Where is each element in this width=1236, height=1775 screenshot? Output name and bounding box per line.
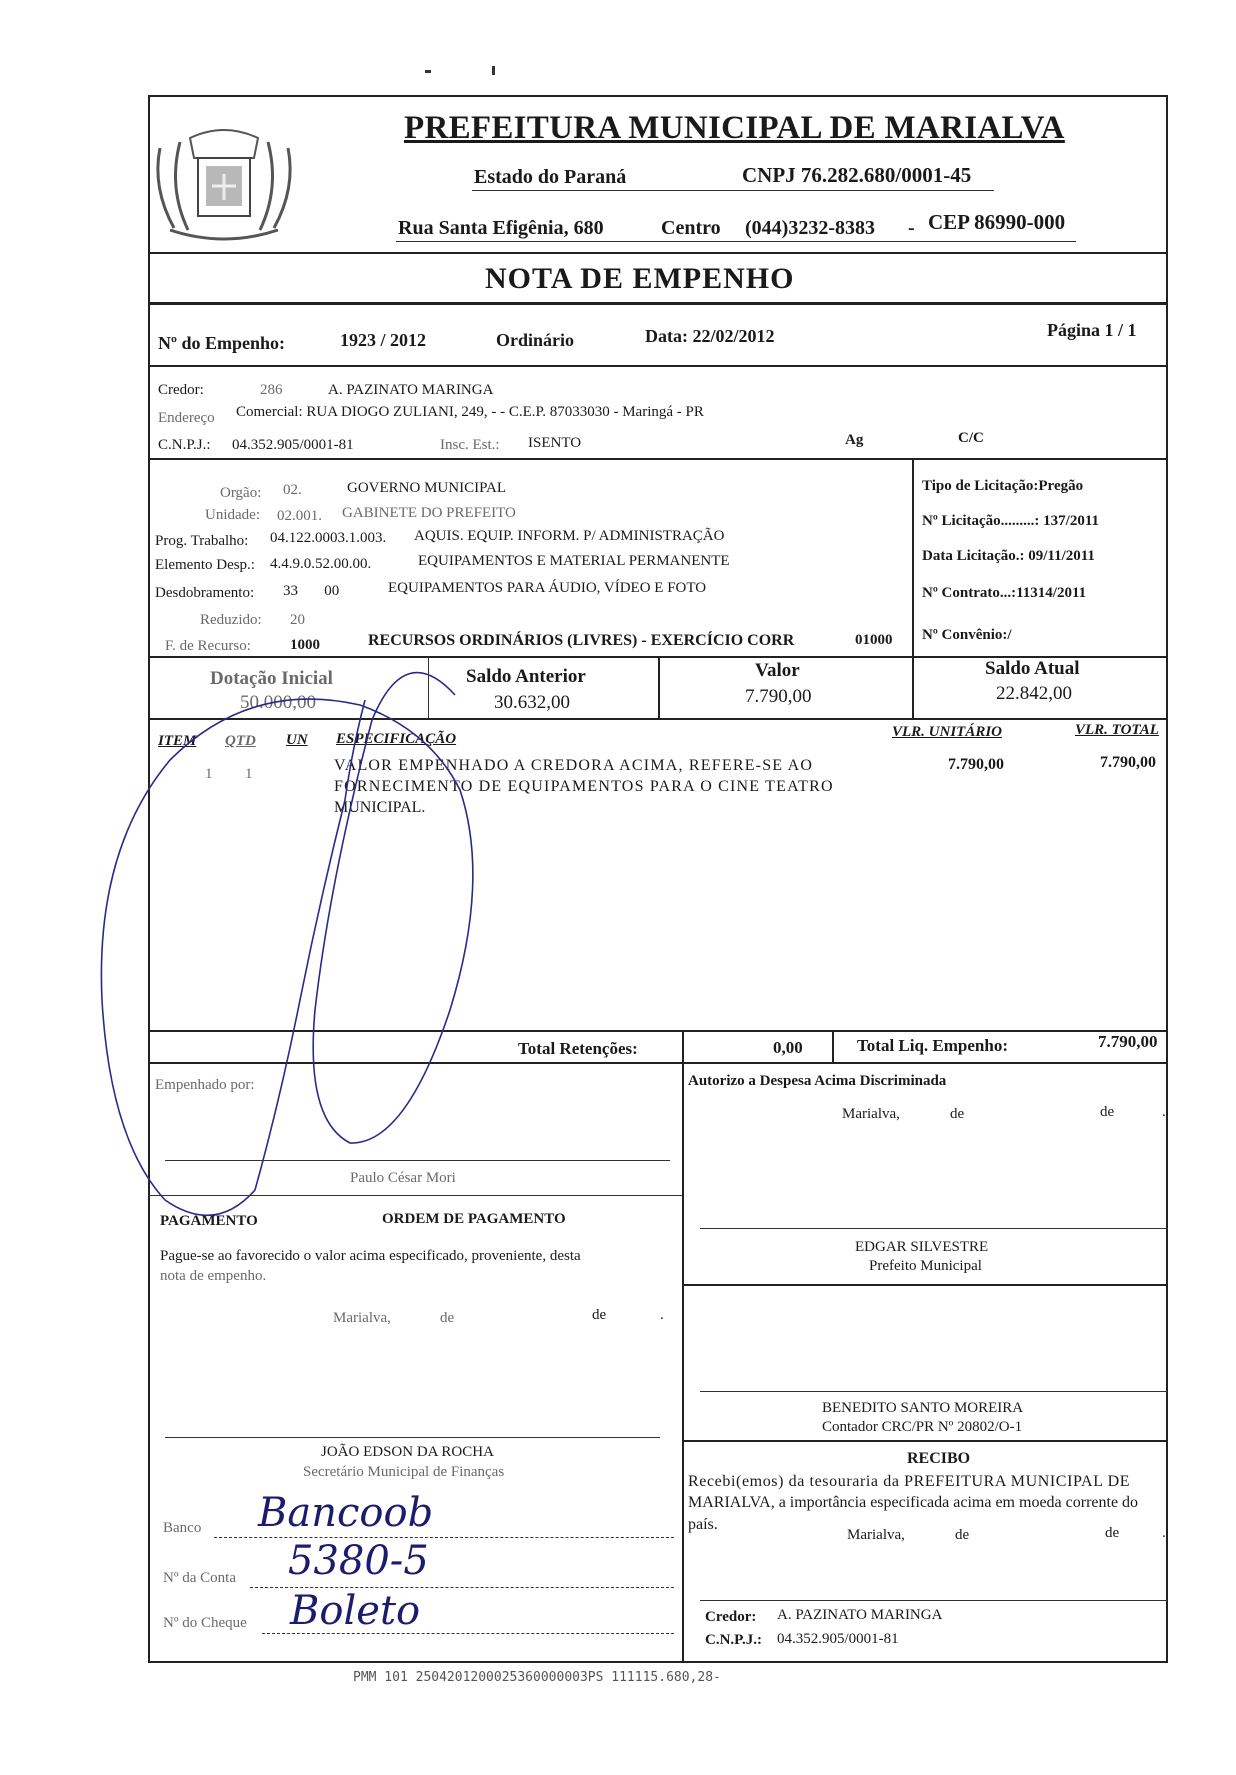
pagamento-marialva: Marialva,: [333, 1310, 391, 1326]
vlr-unitario-header: VLR. UNITÁRIO: [892, 724, 1003, 740]
item-desc-line2: FORNECIMENTO DE EQUIPAMENTOS PARA O CINE TEATRO: [334, 778, 834, 795]
address-separator: -: [908, 217, 915, 239]
orgao-code: 02.: [283, 482, 302, 498]
cnpj-value: 04.352.905/0001-81: [232, 437, 354, 453]
state-name: Estado do Paraná: [474, 166, 627, 188]
vlr-total-header: VLR. TOTAL: [1075, 722, 1159, 738]
empenho-divider: [148, 365, 1168, 367]
cheque-label: Nº do Cheque: [163, 1615, 247, 1631]
pague-line2: nota de empenho.: [160, 1268, 267, 1284]
document-title: NOTA DE EMPENHO: [485, 262, 795, 295]
programa-code: 04.122.0003.1.003.: [270, 530, 387, 546]
dotacao-vdivider: [912, 458, 914, 658]
ordem-pagamento-label: ORDEM DE PAGAMENTO: [382, 1211, 566, 1227]
item-header: ITEM: [158, 733, 197, 749]
header-divider: [148, 252, 1168, 254]
conta-label: Nº da Conta: [163, 1570, 236, 1586]
pague-line1: Pague-se ao favorecido o valor acima especificado, proveniente, desta: [160, 1248, 581, 1264]
item-desc-line3: MUNICIPAL.: [334, 799, 426, 816]
empenhado-por-label: Empenhado por:: [155, 1077, 255, 1093]
desdobramento-code: 33 00: [283, 583, 340, 599]
item-number: 1: [205, 766, 213, 782]
valor-label: Valor: [755, 660, 800, 681]
secretario-signature-line: [165, 1437, 660, 1438]
numero-convenio: Nº Convênio:/: [922, 627, 1012, 643]
saldo-vdivider-2: [658, 656, 660, 718]
orgao-label: Orgão:: [220, 485, 262, 501]
item-vlr-total: 7.790,00: [1100, 754, 1156, 771]
elemento-label: Elemento Desp.:: [155, 557, 255, 573]
saldo-vdivider-3: [912, 656, 914, 718]
recibo-line1: Recebi(emos) da tesouraria da PREFEITURA MUNICIPAL DE: [688, 1473, 1131, 1490]
page-number: Página 1 / 1: [1047, 320, 1137, 340]
contador-name: BENEDITO SANTO MOREIRA: [822, 1400, 1024, 1416]
recibo-de-1: de: [955, 1527, 970, 1543]
desdobramento-label: Desdobramento:: [155, 585, 255, 601]
unidade-code: 02.001.: [277, 508, 322, 524]
empenho-date: Data: 22/02/2012: [645, 326, 775, 346]
address-label: Endereço: [158, 410, 215, 426]
pagamento-dot: .: [660, 1307, 664, 1323]
liquido-value: 7.790,00: [1098, 1032, 1158, 1051]
saldo-atual-value: 22.842,00: [996, 683, 1072, 704]
banco-line: [214, 1537, 674, 1538]
tipo-licitacao: Tipo de Licitação:Pregão: [922, 478, 1084, 494]
item-qty: 1: [245, 766, 253, 782]
conta-handwritten: 5380-5: [288, 1538, 429, 1584]
coat-of-arms: [150, 118, 298, 250]
autorizo-label: Autorizo a Despesa Acima Discriminada: [688, 1073, 947, 1089]
credor-signature-line: [700, 1600, 1168, 1601]
elemento-code: 4.4.9.0.52.00.00.: [270, 556, 372, 572]
saldo-vdivider-1: [428, 656, 429, 718]
ie-label: Insc. Est.:: [440, 437, 500, 453]
totals-divider-bottom: [148, 1062, 1168, 1064]
recibo-cnpj-value: 04.352.905/0001-81: [777, 1631, 899, 1647]
header-underline: [472, 190, 994, 191]
numero-contrato: Nº Contrato...:11314/2011: [922, 585, 1087, 601]
dotacao-inicial-value: 50.000,00: [240, 692, 316, 713]
item-desc-line1: VALOR EMPENHADO A CREDORA ACIMA, REFERE-SE AO: [334, 757, 814, 774]
account-label: C/C: [958, 430, 984, 446]
retencoes-label: Total Retenções:: [518, 1039, 638, 1058]
qtd-header: QTD: [225, 733, 256, 749]
contador-role: Contador CRC/PR Nº 20802/O-1: [822, 1419, 1023, 1435]
cnpj-label: C.N.P.J.:: [158, 437, 211, 453]
retencoes-value: 0,00: [773, 1038, 803, 1057]
saldo-atual-label: Saldo Atual: [985, 658, 1080, 679]
saldo-anterior-value: 30.632,00: [494, 692, 570, 713]
secretario-name: JOÃO EDSON DA ROCHA: [321, 1444, 494, 1460]
credor-divider: [148, 458, 1168, 460]
dotacao-inicial-label: Dotação Inicial: [210, 668, 333, 689]
recurso-desc: RECURSOS ORDINÁRIOS (LIVRES) - EXERCÍCIO CORR: [368, 632, 795, 649]
contador-signature-line: [700, 1391, 1168, 1392]
scan-speck: [425, 70, 431, 73]
reduzido-code: 20: [290, 612, 305, 628]
recurso-code: 1000: [290, 637, 320, 653]
credor-label: Credor:: [158, 382, 204, 398]
district: Centro: [661, 217, 721, 239]
unidade-desc: GABINETE DO PREFEITO: [342, 505, 516, 521]
title-divider: [148, 302, 1168, 305]
cheque-handwritten: Boleto: [290, 1588, 421, 1634]
liquido-label: Total Liq. Empenho:: [857, 1036, 1008, 1055]
address-value: Comercial: RUA DIOGO ZULIANI, 249, - - C.E.P. 87033030 - Maringá - PR: [236, 404, 704, 420]
recibo-line3: país.: [688, 1516, 718, 1533]
orgao-desc: GOVERNO MUNICIPAL: [347, 480, 507, 496]
recibo-dot: .: [1162, 1525, 1166, 1541]
un-header: UN: [286, 732, 308, 748]
bottom-vdivider: [682, 1062, 684, 1663]
programa-label: Prog. Trabalho:: [155, 533, 249, 549]
prefeito-role: Prefeito Municipal: [869, 1258, 982, 1274]
prefeito-divider: [682, 1284, 1168, 1286]
recibo-credor-value: A. PAZINATO MARINGA: [777, 1607, 943, 1623]
empenhado-signature-line: [165, 1160, 670, 1161]
empenhado-signer: Paulo César Mori: [350, 1170, 456, 1186]
item-vlr-unitario: 7.790,00: [948, 756, 1004, 773]
secretario-role: Secretário Municipal de Finanças: [303, 1464, 505, 1480]
pagamento-de-1: de: [440, 1310, 455, 1326]
autorizo-de-2: de: [1100, 1104, 1115, 1120]
recibo-line2: MARIALVA, a importância especificada acima em moeda corrente do: [688, 1494, 1139, 1511]
totals-divider-top: [148, 1030, 1168, 1032]
phone: (044)3232-8383: [745, 217, 875, 239]
programa-desc: AQUIS. EQUIP. INFORM. P/ ADMINISTRAÇÃO: [414, 528, 725, 544]
autorizo-marialva: Marialva,: [842, 1106, 900, 1122]
scan-speck: [492, 66, 495, 75]
totals-vdivider-1: [682, 1030, 684, 1062]
unidade-label: Unidade:: [205, 507, 260, 523]
pagamento-label: PAGAMENTO: [160, 1213, 258, 1229]
fonte-code: 01000: [855, 632, 893, 648]
saldo-divider: [148, 718, 1168, 720]
especificacao-header: ESPECIFICAÇÃO: [336, 731, 457, 747]
autorizo-de-1: de: [950, 1106, 965, 1122]
recibo-de-2: de: [1105, 1525, 1120, 1541]
pagamento-divider: [148, 1195, 682, 1196]
street-address: Rua Santa Efigênia, 680: [398, 217, 604, 239]
prefeito-signature-line: [700, 1228, 1168, 1229]
cep: CEP 86990-000: [928, 210, 1066, 234]
autorizo-dot: .: [1162, 1104, 1166, 1120]
empenho-type: Ordinário: [496, 330, 575, 350]
numero-licitacao: Nº Licitação.........: 137/2011: [922, 513, 1100, 529]
recurso-label: F. de Recurso:: [165, 638, 251, 654]
valor-value: 7.790,00: [745, 686, 812, 707]
prefeitura-cnpj: CNPJ 76.282.680/0001-45: [742, 163, 972, 187]
empenho-number: 1923 / 2012: [340, 330, 427, 350]
recibo-marialva: Marialva,: [847, 1527, 905, 1543]
credor-name: A. PAZINATO MARINGA: [328, 382, 494, 398]
reduzido-label: Reduzido:: [200, 612, 262, 628]
desdobramento-desc: EQUIPAMENTOS PARA ÁUDIO, VÍDEO E FOTO: [388, 580, 707, 596]
ie-value: ISENTO: [528, 435, 582, 451]
pagamento-de-2: de: [592, 1307, 607, 1323]
totals-vdivider-2: [832, 1030, 834, 1062]
banco-label: Banco: [163, 1520, 202, 1536]
empenho-label: Nº do Empenho:: [158, 333, 285, 353]
recibo-title: RECIBO: [907, 1450, 971, 1467]
saldo-anterior-label: Saldo Anterior: [466, 666, 586, 687]
recibo-cnpj-label: C.N.P.J.:: [705, 1632, 762, 1648]
recibo-divider: [682, 1440, 1168, 1442]
footer-code: PMM 101 2504201200025360000003PS 111115.680,28-: [353, 1670, 721, 1685]
prefeitura-title: PREFEITURA MUNICIPAL DE MARIALVA: [404, 110, 1065, 146]
address-underline: [396, 241, 1076, 242]
data-licitacao: Data Licitação.: 09/11/2011: [922, 548, 1095, 564]
agency-label: Ag: [845, 432, 864, 448]
recibo-credor-label: Credor:: [705, 1609, 757, 1625]
elemento-desc: EQUIPAMENTOS E MATERIAL PERMANENTE: [418, 553, 730, 569]
prefeito-name: EDGAR SILVESTRE: [855, 1239, 989, 1255]
banco-handwritten: Bancoob: [258, 1490, 434, 1536]
credor-code: 286: [260, 382, 283, 398]
